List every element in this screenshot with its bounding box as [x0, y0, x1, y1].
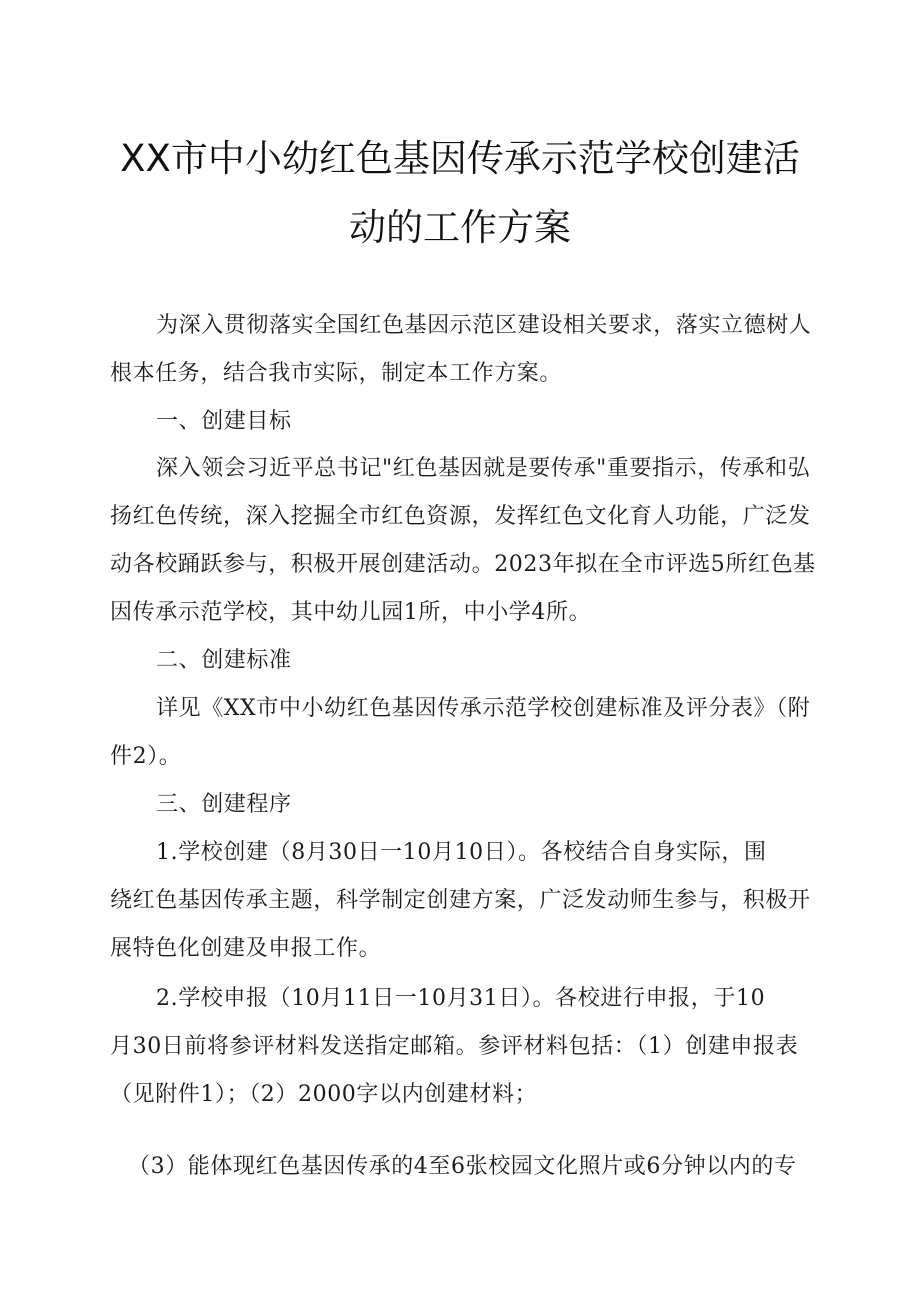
paragraph-line: 详见《XX市中小幼红色基因传承示范学校创建标准及评分表》（附 [156, 696, 811, 721]
paragraph-line: 件2）。 [110, 744, 182, 769]
section-heading-goal: 一、创建目标 [156, 409, 292, 434]
paragraph-line: 展特色化创建及申报工作。 [110, 936, 382, 961]
paragraph-line: 绕红色基因传承主题，科学制定创建方案，广泛发动师生参与，积极开 [110, 888, 811, 913]
paragraph-line: 1.学校创建（8月30日一10月10日）。各校结合自身实际，围 [156, 840, 767, 865]
paragraph-line: 2.学校申报（10月11日一10月31日）。各校进行申报，于10 [156, 986, 766, 1011]
paragraph-line: 为深入贯彻落实全国红色基因示范区建设相关要求，落实立德树人 [156, 313, 812, 338]
paragraph-line: 月30日前将参评材料发送指定邮箱。参评材料包括：（1）创建申报表 [110, 1034, 799, 1059]
paragraph-line: （见附件1）；（2）2000字以内创建材料； [110, 1082, 538, 1107]
document-title-line-2: 动的工作方案 [349, 206, 571, 249]
paragraph-line: 动各校踊跃参与，积极开展创建活动。2023年拟在全市评选5所红色基 [110, 552, 816, 577]
paragraph-line: 深入领会习近平总书记"红色基因就是要传承"重要指示，传承和弘 [156, 456, 811, 481]
paragraph-line: 因传承示范学校，其中幼儿园1所，中小学4所。 [110, 600, 592, 625]
paragraph-line: 扬红色传统，深入挖掘全市红色资源，发挥红色文化育人功能，广泛发 [110, 504, 811, 529]
document-title-line-1: XX市中小幼红色基因传承示范学校创建活 [120, 137, 800, 180]
paragraph-line: 根本任务，结合我市实际，制定本工作方案。 [110, 361, 563, 386]
section-heading-standard: 二、创建标准 [156, 648, 292, 673]
section-heading-procedure: 三、创建程序 [156, 792, 292, 817]
paragraph-line: （3）能体现红色基因传承的4至6张校园文化照片或6分钟以内的专 [128, 1154, 797, 1179]
